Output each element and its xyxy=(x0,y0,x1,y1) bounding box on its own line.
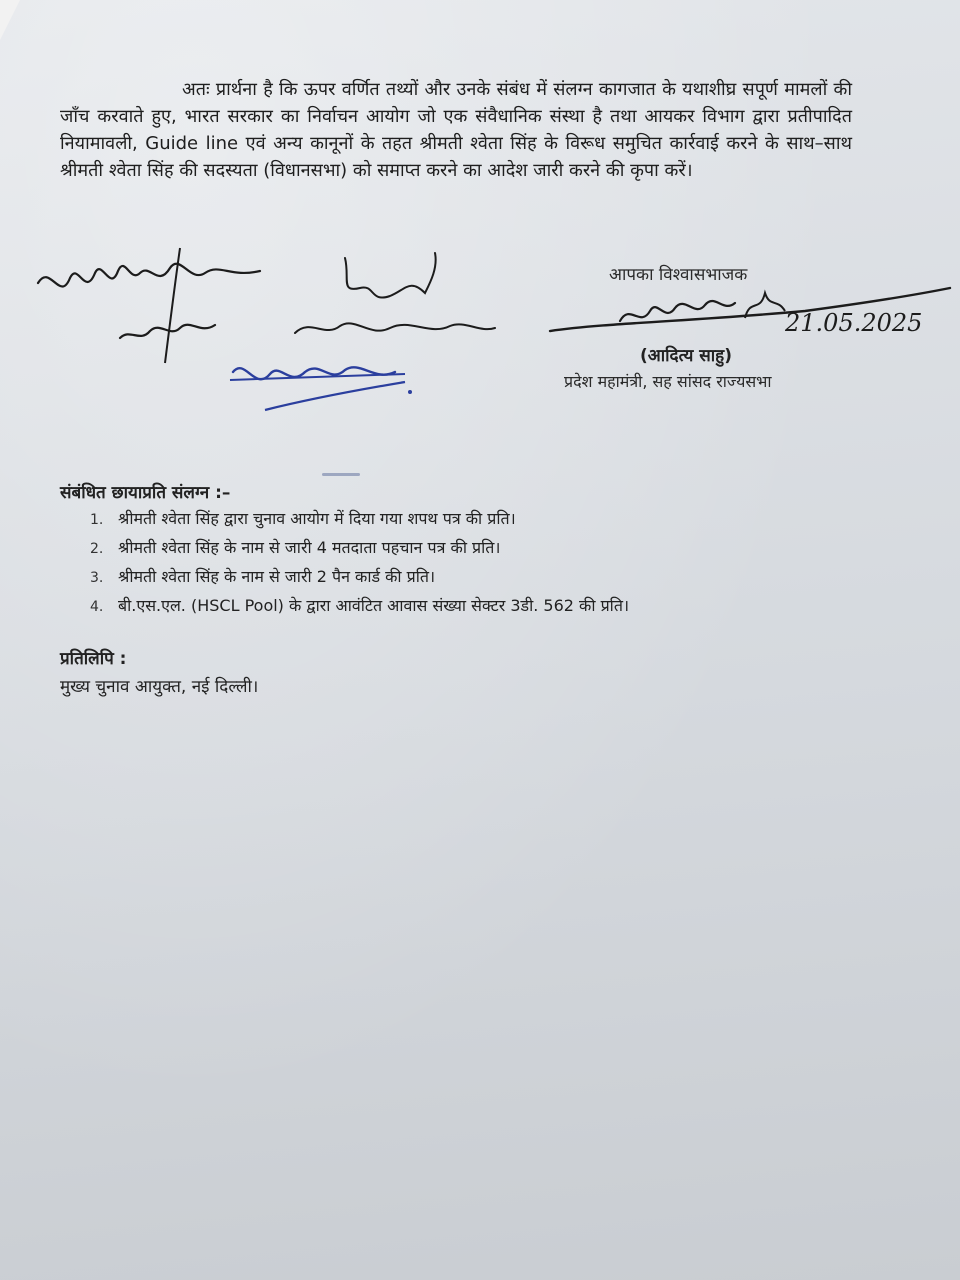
folded-corner xyxy=(0,0,20,40)
signature-right xyxy=(545,283,955,343)
attachment-item xyxy=(90,505,629,534)
ink-mark xyxy=(322,473,360,476)
copy-to-heading: प्रतिलिपि : xyxy=(60,649,127,669)
attachment-number: 2. xyxy=(90,541,104,557)
attachments-heading: संबंधित छायाप्रति संलग्न :– xyxy=(60,483,231,503)
attachment-text: श्रीमती श्वेता सिंह के नाम से जारी 2 पैन कार्ड की प्रति। xyxy=(118,567,436,586)
copy-to-text: मुख्य चुनाव आयुक्त, नई दिल्ली। xyxy=(60,677,259,697)
attachment-item xyxy=(90,563,629,592)
attachment-item xyxy=(90,592,629,621)
sender-title: प्रदेश महामंत्री, सह सांसद राज्यसभा xyxy=(564,372,772,391)
attachment-text: श्रीमती श्वेता सिंह के नाम से जारी 4 मतदाता पहचान पत्र की प्रति। xyxy=(118,538,501,557)
attachment-text: श्रीमती श्वेता सिंह द्वारा चुनाव आयोग में दिया गया शपथ पत्र की प्रति। xyxy=(118,509,516,528)
sender-name: (आदित्य साहु) xyxy=(640,346,732,366)
signature-date: 21.05.2025 xyxy=(785,309,923,337)
attachment-text: बी.एस.एल. (HSCL Pool) के द्वारा आवंटित आवास संख्या सेक्टर 3डी. 562 की प्रति। xyxy=(118,596,630,615)
attachment-number: 1. xyxy=(90,512,104,528)
attachments-list xyxy=(90,505,629,621)
attachment-number: 4. xyxy=(90,599,104,615)
signature-blue xyxy=(225,352,425,422)
body-paragraph: अतः प्रार्थना है कि ऊपर वर्णित तथ्यों और उनके संबंध में संलग्न कागजात के यथाशीघ्र सपूर्ण मामलों की जाँच करवाते हुए, भारत सरकार का निर्वाचन आयोग जो एक संवैधानिक संस्था है तथा आयकर विभाग द्वारा प्रतीपादित नियामावली, Guide line एवं अन्य कानूनों के तहत श्रीमती श्वेता सिंह के विरूध समुचित कार्रवाई करने के साथ–साथ श्रीमती श्वेता सिंह की सदस्यता (विधानसभा) को समाप्त करने का आदेश जारी करने की कृपा करें। xyxy=(60,79,852,181)
attachment-number: 3. xyxy=(90,570,104,586)
attachment-item xyxy=(90,534,629,563)
signature-middle xyxy=(290,248,500,348)
closing-salutation: आपका विश्वासभाजक xyxy=(609,265,748,285)
